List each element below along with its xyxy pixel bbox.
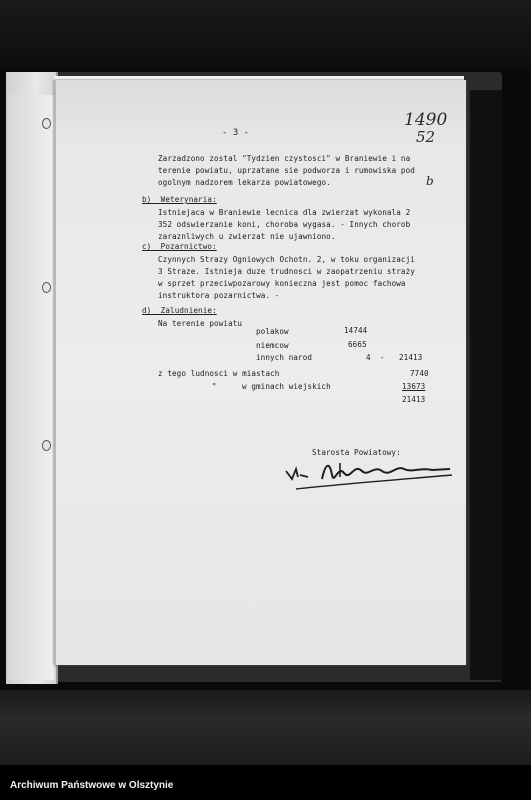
rural-population-value: 13673 bbox=[402, 382, 426, 391]
population-row-label: innych narod bbox=[256, 353, 313, 362]
urban-population-label: z tego ludnosci w miastach bbox=[158, 369, 280, 378]
population-row-label: niemcow bbox=[256, 341, 289, 350]
film-strip-bottom bbox=[0, 690, 531, 765]
ditto-mark: " bbox=[212, 382, 217, 391]
archive-page-number: 52 bbox=[416, 128, 436, 146]
intro-line: ogolnym nadzorem lekarza powiatowego. bbox=[158, 178, 331, 187]
film-strip-top bbox=[0, 0, 531, 70]
section-line: Istniejaca w Braniewie lecnica dla zwierzat wykonala 2 bbox=[158, 208, 411, 217]
intro-line: Zarzadzono zostal "Tydzien czystosci" w Braniewie i na bbox=[158, 154, 411, 163]
punch-hole bbox=[42, 440, 51, 451]
section-line: zaraznliwych u zwierzat nie ujawniono. bbox=[158, 232, 336, 241]
population-grand-total: 21413 bbox=[402, 395, 426, 404]
section-line: instruktora pozarnictwa. - bbox=[158, 291, 280, 300]
punch-hole bbox=[42, 282, 51, 293]
section-heading-veterinary: b) Weterynaria: bbox=[142, 195, 217, 204]
archive-folio-number: 1490 bbox=[404, 110, 448, 130]
rural-population-label: w gminach wiejskich bbox=[242, 382, 331, 391]
population-subheading: Na terenie powiatu bbox=[158, 319, 243, 328]
section-line: 3 Straze. Istnieja duze trudnosci w zaopatrzeniu straży bbox=[158, 267, 415, 276]
punch-hole bbox=[42, 118, 51, 129]
section-heading-fire-service: c) Pozarnictwo: bbox=[142, 242, 217, 251]
section-line: w sprzet przeciwpozarowy konieczna jest pomoc fachowa bbox=[158, 279, 406, 288]
binder-shadow bbox=[470, 90, 502, 680]
intro-line: terenie powiatu, uprzatane sie podworza i rumowiska pod bbox=[158, 166, 415, 175]
archive-caption: Archiwum Państwowe w Olsztynie bbox=[10, 780, 174, 791]
signature-title: Starosta Powiatowy: bbox=[312, 448, 401, 457]
section-heading-population: d) Zaludnienie: bbox=[142, 306, 217, 315]
section-line: 352 odswierzanie koni, choroba wygasa. - Innych chorob bbox=[158, 220, 411, 229]
urban-population-value: 7740 bbox=[410, 369, 429, 378]
left-page-inner bbox=[8, 95, 54, 680]
population-row-value: 4 - bbox=[366, 353, 385, 362]
population-row-label: polakow bbox=[256, 327, 289, 336]
population-row-value: 6665 bbox=[348, 340, 367, 349]
section-line: Czynnych Strazy Ogniowych Ochotn. 2, w toku organizacji bbox=[158, 255, 415, 264]
page-number: - 3 - bbox=[222, 128, 250, 138]
population-row-value: 14744 bbox=[344, 326, 368, 335]
population-row-total: 21413 bbox=[399, 353, 423, 362]
handwritten-mark: b bbox=[426, 174, 434, 188]
handwritten-signature bbox=[282, 455, 457, 500]
